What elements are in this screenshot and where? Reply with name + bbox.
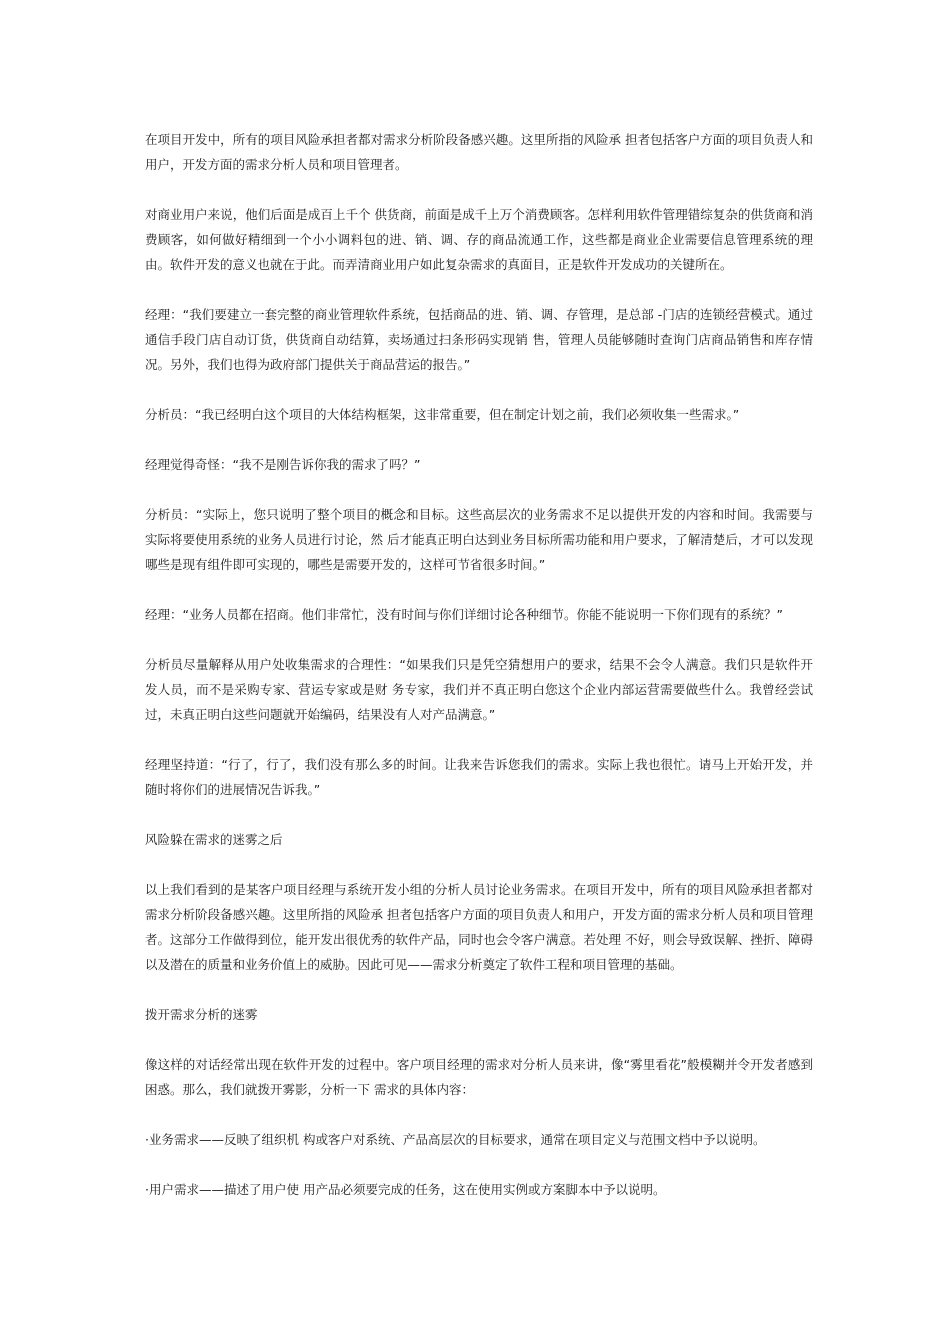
section-heading-clearing: 拨开需求分析的迷雾: [145, 1007, 258, 1022]
paragraph-manager-4: 经理坚持道：“行了，行了，我们没有那么多的时间。让我来告诉您我们的需求。实际上我也很忙。请马上开始开发，并随时将你们的进展情况告诉我。”: [145, 757, 813, 797]
paragraph-risk: 以上我们看到的是某客户项目经理与系统开发小组的分析人员讨论业务需求。在项目开发中，所有的项目风险承担者都对需求分析阶段备感兴趣。这里所指的风险承 担者包括客户方面的项目负责人和用户，开发方面的需求分析人员和项目管理者。这部分工作做得到位，能开发出很优秀的软件产品，同时也会令客户满意。若处理 不好，则会导致误解、挫折、障碍以及潜在的质量和业务价值上的威胁。因此可见——需求分析奠定了软件工程和项目管理的基础。: [145, 882, 813, 972]
paragraph-manager-3: 经理：“业务人员都在招商。他们非常忙，没有时间与你们详细讨论各种细节。你能不能说明一下你们现有的系统？”: [145, 607, 783, 622]
paragraph-manager-1: 经理：“我们要建立一套完整的商业管理软件系统，包括商品的进、销、调、存管理，是总部 -门店的连锁经营模式。通过通信手段门店自动订货，供货商自动结算，卖场通过扫条形码实现销 售，管理人员能够随时查询门店商品销售和库存情况。另外，我们也得为政府部门提供关于商品营运的报告。”: [145, 307, 813, 372]
paragraph-manager-2: 经理觉得奇怪：“我不是刚告诉你我的需求了吗？”: [145, 457, 421, 472]
paragraph-commercial-users: 对商业用户来说，他们后面是成百上千个 供货商，前面是成千上万个消费顾客。怎样利用软件管理错综复杂的供货商和消费顾客，如何做好精细到一个小小调料包的进、销、调、存的商品流通工作，这些都是商业企业需要信息管理系统的理由。软件开发的意义也就在于此。而弄清商业用户如此复杂需求的真面目，正是软件开发成功的关键所在。: [145, 207, 813, 272]
paragraph-analyst-2: 分析员：“实际上，您只说明了整个项目的概念和目标。这些高层次的业务需求不足以提供开发的内容和时间。我需要与实际将要使用系统的业务人员进行讨论，然 后才能真正明白达到业务目标所需功能和用户要求，了解清楚后，才可以发现哪些是现有组件即可实现的，哪些是需要开发的，这样可节省很多时间。”: [145, 507, 813, 572]
list-item-business-requirements: ·业务需求——反映了组织机 构或客户对系统、产品高层次的目标要求，通常在项目定义与范围文档中予以说明。: [145, 1132, 766, 1147]
paragraph-analyst-3: 分析员尽量解释从用户处收集需求的合理性：“如果我们只是凭空猜想用户的要求，结果不会令人满意。我们只是软件开发人员，而不是采购专家、营运专家或是财 务专家，我们并不真正明白您这个企业内部运营需要做些什么。我曾经尝试过，未真正明白这些问题就开始编码，结果没有人对产品满意。”: [145, 657, 813, 722]
paragraph-analyst-1: 分析员：“我已经明白这个项目的大体结构框架，这非常重要，但在制定计划之前，我们必须收集一些需求。”: [145, 407, 740, 422]
paragraph-intro: 在项目开发中，所有的项目风险承担者都对需求分析阶段备感兴趣。这里所指的风险承 担者包括客户方面的项目负责人和用户，开发方面的需求分析人员和项目管理者。: [145, 132, 813, 172]
list-item-user-requirements: ·用户需求——描述了用户使 用产品必须要完成的任务，这在使用实例或方案脚本中予以说明。: [145, 1182, 666, 1197]
document-body: [145, 127, 813, 1227]
section-heading-risk: 风险躲在需求的迷雾之后: [145, 832, 283, 847]
paragraph-dialogue-summary: 像这样的对话经常出现在软件开发的过程中。客户项目经理的需求对分析人员来讲，像“雾里看花”般模糊并令开发者感到困惑。那么，我们就拨开雾影，分析一下 需求的具体内容：: [145, 1057, 813, 1097]
